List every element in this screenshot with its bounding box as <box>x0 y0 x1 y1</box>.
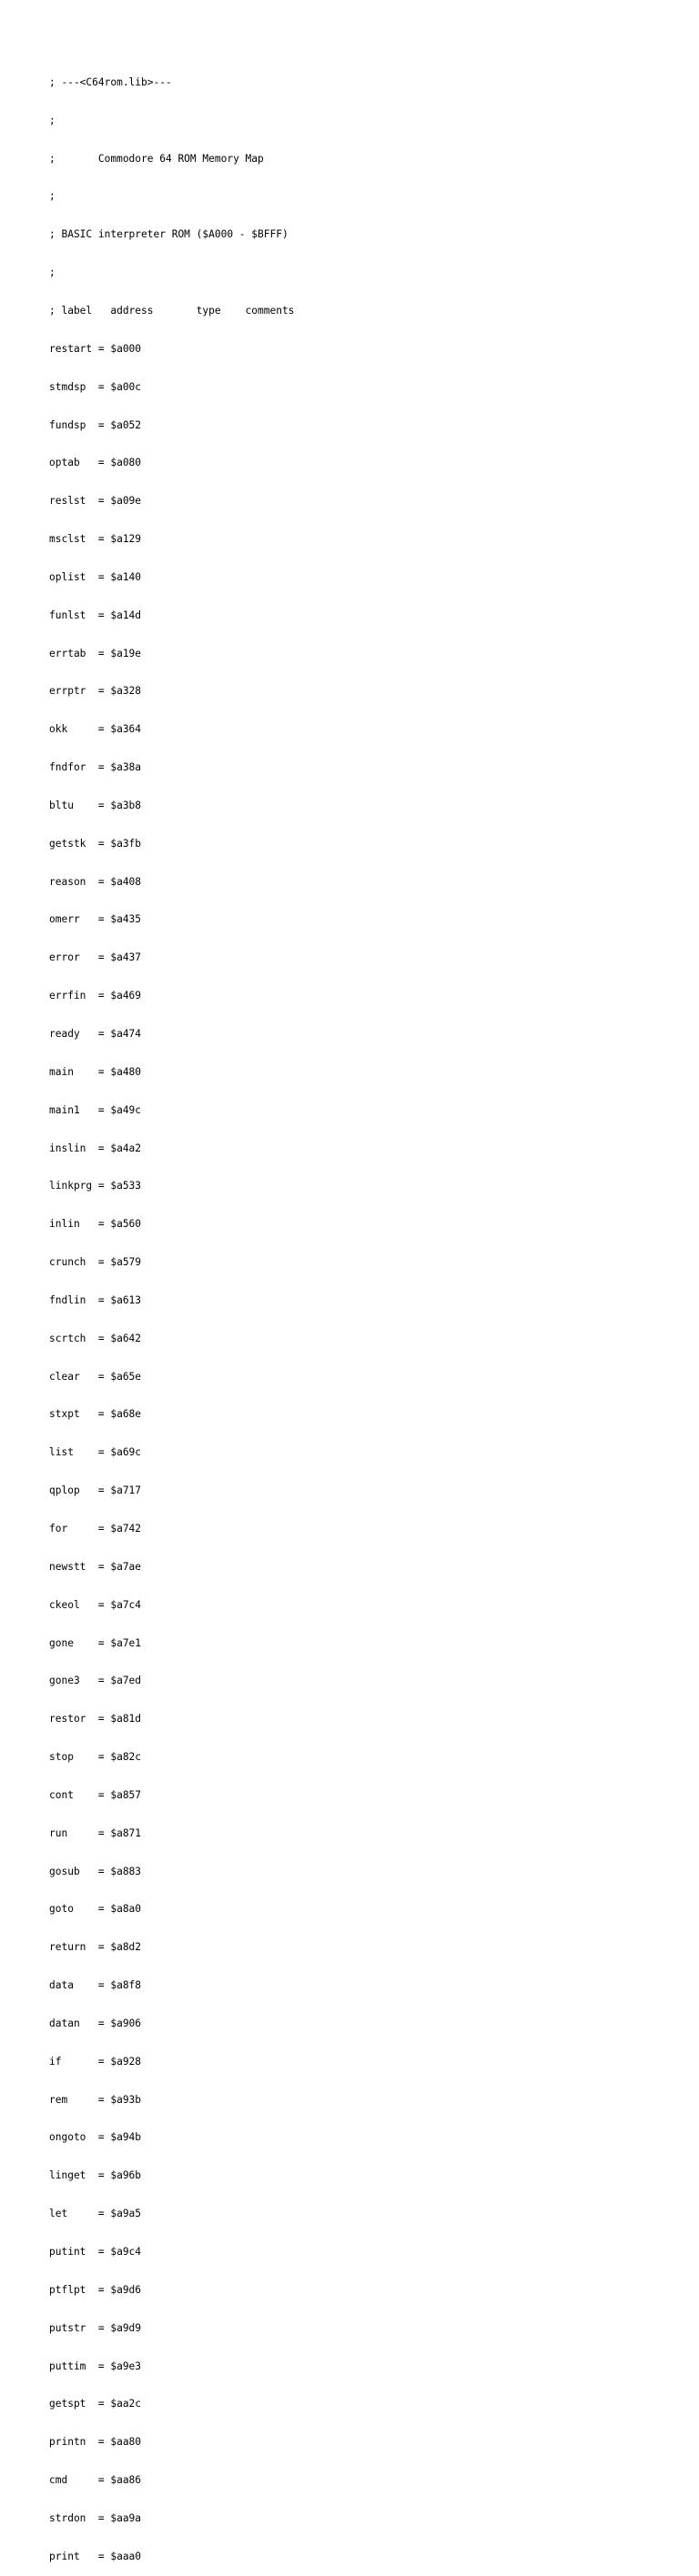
label-row: gone = $a7e1 <box>49 1636 142 1649</box>
label-row: qplop = $a717 <box>49 1484 142 1497</box>
label-row: getstk = $a3fb <box>49 837 142 850</box>
label-row: data = $a8f8 <box>49 1979 142 1992</box>
label-row: ready = $a474 <box>49 1028 142 1040</box>
label-row: stop = $a82c <box>49 1751 142 1764</box>
file-header-comment: ; ---<C64rom.lib>--- <box>49 75 172 88</box>
label-row: datan = $a906 <box>49 2017 142 2029</box>
label-row: restart = $a000 <box>49 342 142 355</box>
label-row: main1 = $a49c <box>49 1103 142 1116</box>
label-row: clear = $a65e <box>49 1370 142 1383</box>
label-row: fundsp = $a052 <box>49 418 142 431</box>
label-row: reason = $a408 <box>49 875 142 888</box>
label-row: let = $a9a5 <box>49 2208 142 2220</box>
label-row: optab = $a080 <box>49 457 142 469</box>
label-row: ptflpt = $a9d6 <box>49 2283 142 2296</box>
label-row: cmd = $aa86 <box>49 2474 142 2487</box>
label-row: getspt = $aa2c <box>49 2398 142 2410</box>
label-row: error = $a437 <box>49 951 142 964</box>
label-row: puttim = $a9e3 <box>49 2360 142 2372</box>
label-row: inlin = $a560 <box>49 1218 142 1231</box>
label-row: bltu = $a3b8 <box>49 799 142 811</box>
label-row: main = $a480 <box>49 1065 142 1078</box>
label-row: linkprg = $a533 <box>49 1180 142 1192</box>
section-heading: ; BASIC interpreter ROM ($A000 - $BFFF) <box>49 228 289 241</box>
label-row: list = $a69c <box>49 1446 142 1459</box>
label-row: gosub = $a883 <box>49 1865 142 1877</box>
label-row: restor = $a81d <box>49 1713 142 1726</box>
label-row: errtab = $a19e <box>49 647 142 659</box>
comment-line: ; <box>49 114 56 126</box>
label-row: return = $a8d2 <box>49 1941 142 1954</box>
label-row: ckeol = $a7c4 <box>49 1598 142 1611</box>
document-title: ; Commodore 64 ROM Memory Map <box>49 152 264 165</box>
label-row: crunch = $a579 <box>49 1256 142 1269</box>
column-header: ; label address type comments <box>49 304 295 317</box>
label-row: fndfor = $a38a <box>49 761 142 774</box>
label-row: gone3 = $a7ed <box>49 1675 142 1687</box>
label-row: stmdsp = $a00c <box>49 380 142 393</box>
comment-line: ; <box>49 190 56 203</box>
label-row: linget = $a96b <box>49 2169 142 2182</box>
label-row: errptr = $a328 <box>49 685 142 698</box>
label-row: printn = $aa80 <box>49 2436 142 2449</box>
label-row: okk = $a364 <box>49 723 142 736</box>
label-row: for = $a742 <box>49 1522 142 1535</box>
label-row: strdon = $aa9a <box>49 2511 142 2524</box>
label-row: errfin = $a469 <box>49 990 142 1002</box>
label-row: ongoto = $a94b <box>49 2131 142 2144</box>
label-row: inslin = $a4a2 <box>49 1142 142 1154</box>
label-row: omerr = $a435 <box>49 913 142 926</box>
label-row: reslst = $a09e <box>49 495 142 508</box>
label-row: fndlin = $a613 <box>49 1293 142 1306</box>
label-row: stxpt = $a68e <box>49 1408 142 1421</box>
label-row: goto = $a8a0 <box>49 1903 142 1916</box>
label-row: newstt = $a7ae <box>49 1560 142 1573</box>
label-row: rem = $a93b <box>49 2093 142 2106</box>
label-row: scrtch = $a642 <box>49 1332 142 1344</box>
label-row: putint = $a9c4 <box>49 2246 142 2258</box>
label-row: oplist = $a140 <box>49 570 142 583</box>
label-row: msclst = $a129 <box>49 533 142 546</box>
label-row: print = $aaa0 <box>49 2550 142 2562</box>
label-row: funlst = $a14d <box>49 609 142 621</box>
document-text <box>49 51 686 2576</box>
label-row: if = $a928 <box>49 2055 142 2068</box>
label-row: run = $a871 <box>49 1826 142 1839</box>
comment-line: ; <box>49 267 56 279</box>
label-row: cont = $a857 <box>49 1788 142 1801</box>
label-row: putstr = $a9d9 <box>49 2321 142 2334</box>
